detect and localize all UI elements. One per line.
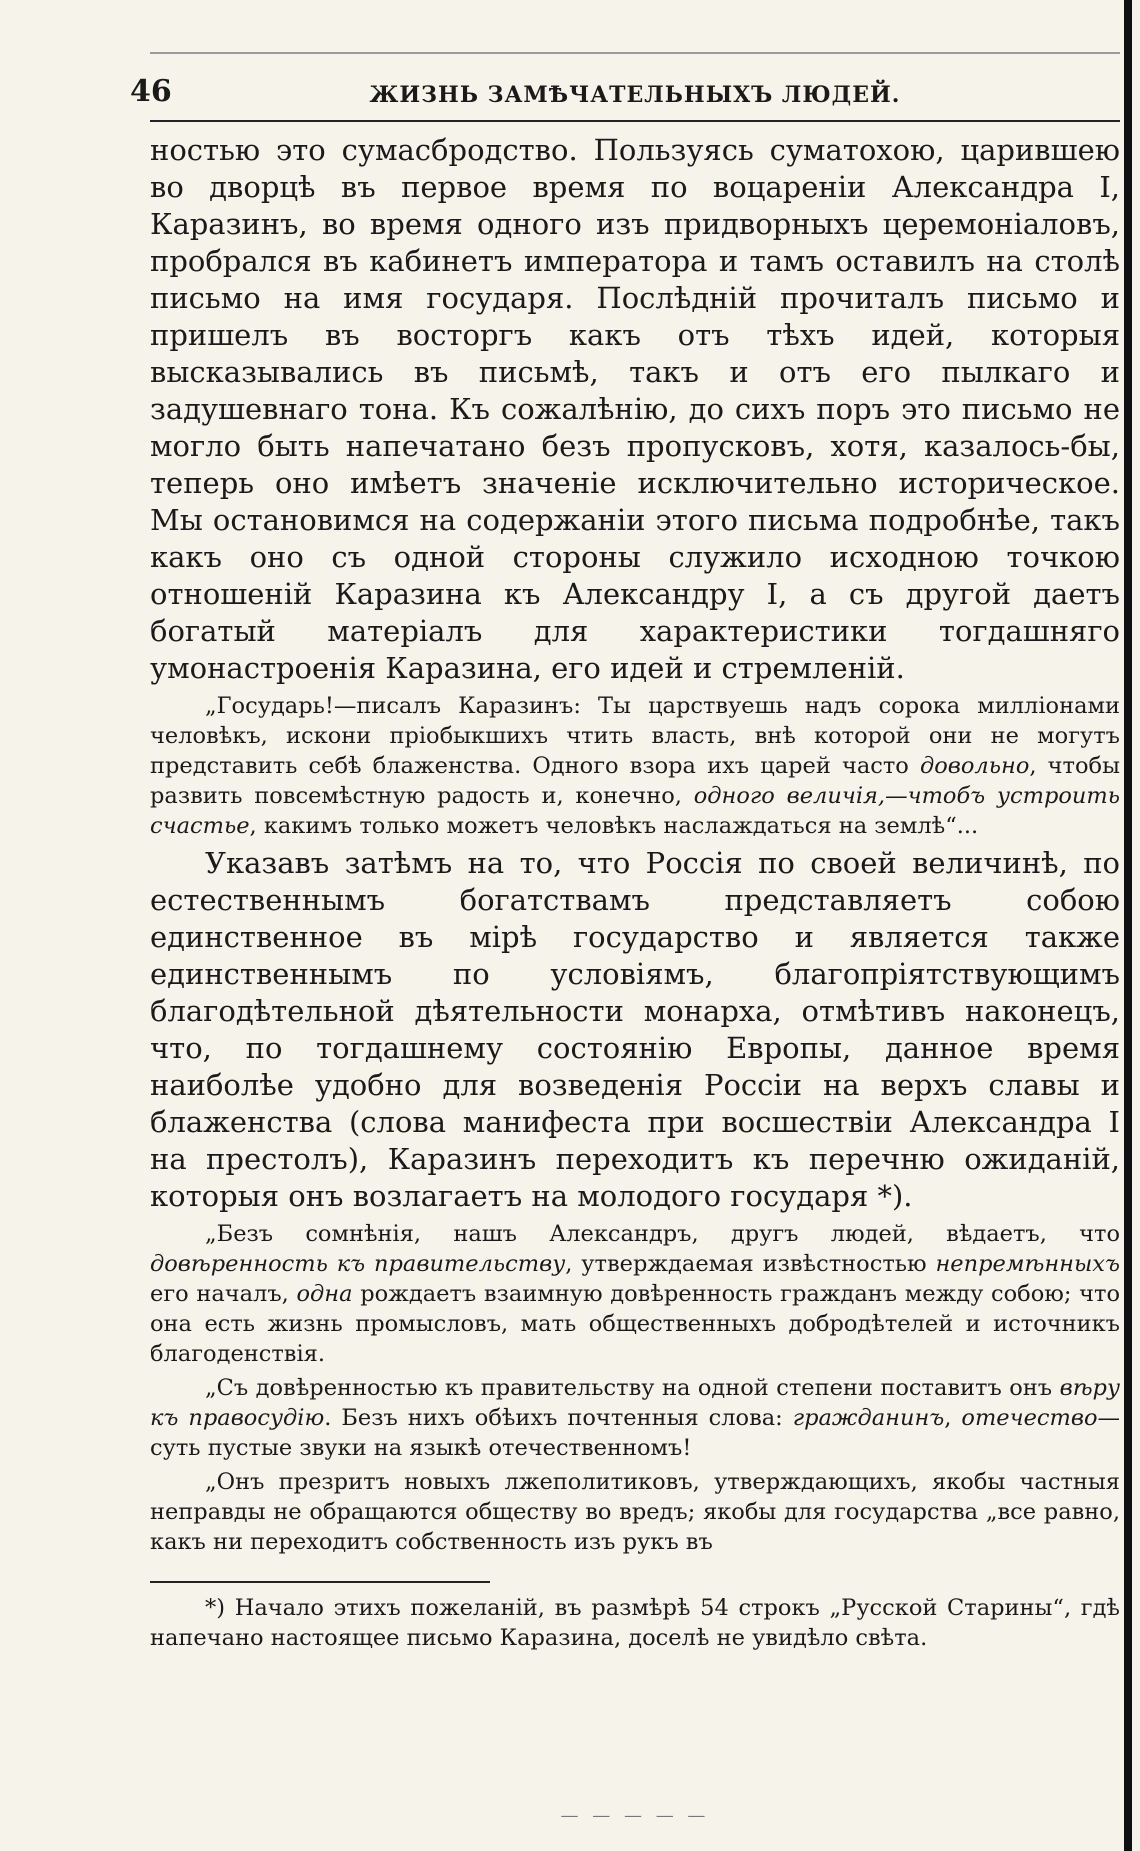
- quote-1: „Государь!—писалъ Каразинъ: Ты царствуешь надъ сорока милліонами человѣкъ, искони пріобыкшихъ чтить власть, внѣ которой они не могутъ представить себѣ блаженства. Одного взора ихъ царей часто довольно, чтобы развить повсемѣстную радость и, конечно, одного величія,—чтобъ устроить счастье, какимъ только можетъ человѣкъ наслаждаться на землѣ“...: [150, 693, 1120, 839]
- page-header: [130, 70, 1120, 118]
- paragraph-1: ностью это сумасбродство. Пользуясь суматохою, царившею во дворцѣ въ первое время по воцареніи Александра I, Каразинъ, во время одного изъ придворныхъ церемоніаловъ, пробрался въ кабинетъ императора и тамъ оставилъ на столѣ письмо на имя государя. Послѣдній прочиталъ письмо и пришелъ въ восторгъ какъ отъ тѣхъ идей, которыя высказывались въ письмѣ, такъ и отъ его пылкаго и задушевнаго тона. Къ сожалѣнію, до сихъ поръ это письмо не могло быть напечатано безъ пропусковъ, хотя, казалось-бы, теперь оно имѣетъ значеніе исключительно историческое. Мы остановимся на содержаніи этого письма подробнѣе, такъ какъ оно съ одной стороны служило исходною точкою отношеній Каразина къ Александру I, а съ другой даетъ богатый матеріалъ для характеристики тогдашняго умонастроенія Каразина, его идей и стремленій.: [150, 133, 1120, 685]
- header-rule: [150, 120, 1120, 122]
- paragraph-2: Указавъ затѣмъ на то, что Россія по своей величинѣ, по естественнымъ богатствамъ представляетъ собою единственное въ мірѣ государство и является также единственнымъ по условіямъ, благопріятствующимъ благодѣтельной дѣятельности монарха, отмѣтивъ наконецъ, что, по тогдашнему состоянію Европы, данное время наиболѣе удобно для возведенія Россіи на верхъ славы и блаженства (слова манифеста при восшествіи Александра I на престолъ), Каразинъ переходитъ къ перечню ожиданій, которыя онъ возлагаетъ на молодого государя *).: [150, 846, 1120, 1213]
- footnote: *) Начало этихъ пожеланій, въ размѣрѣ 54 строкъ „Русской Старины“, гдѣ напечано настоящее письмо Каразина, доселѣ не увидѣло свѣта.: [150, 1595, 1120, 1651]
- running-title: ЖИЗНЬ ЗАМѢЧАТЕЛЬНЫХЪ ЛЮДЕЙ.: [369, 82, 901, 108]
- bottom-scan-marks: — — — — —: [560, 1805, 710, 1826]
- quote-4: „Онъ презритъ новыхъ лжеполитиковъ, утверждающихъ, якобы частныя неправды не обращаются обществу во вредъ; якобы для государства „все равно, какъ ни переходитъ собственность изъ рукъ въ: [150, 1469, 1120, 1555]
- quote-2: „Безъ сомнѣнія, нашъ Александръ, другъ людей, вѣдаетъ, что довѣренность къ правительству, утверждаемая извѣстностью непремѣнныхъ его началъ, одна рождаетъ взаимную довѣренность гражданъ между собою; что она есть жизнь промысловъ, мать общественныхъ добродѣтелей и источникъ благоденствія.: [150, 1221, 1120, 1367]
- scan-edge-bar: [1124, 0, 1132, 1851]
- footnote-rule: [150, 1581, 490, 1583]
- page-body: [150, 132, 1120, 1653]
- page-number: 46: [130, 74, 172, 109]
- top-rule: [150, 52, 1120, 54]
- quote-3: „Съ довѣренностью къ правительству на одной степени поставитъ онъ вѣру къ правосудію. Безъ нихъ обѣихъ почтенныя слова: гражданинъ, отечество—суть пустые звуки на языкѣ отечественномъ!: [150, 1375, 1121, 1461]
